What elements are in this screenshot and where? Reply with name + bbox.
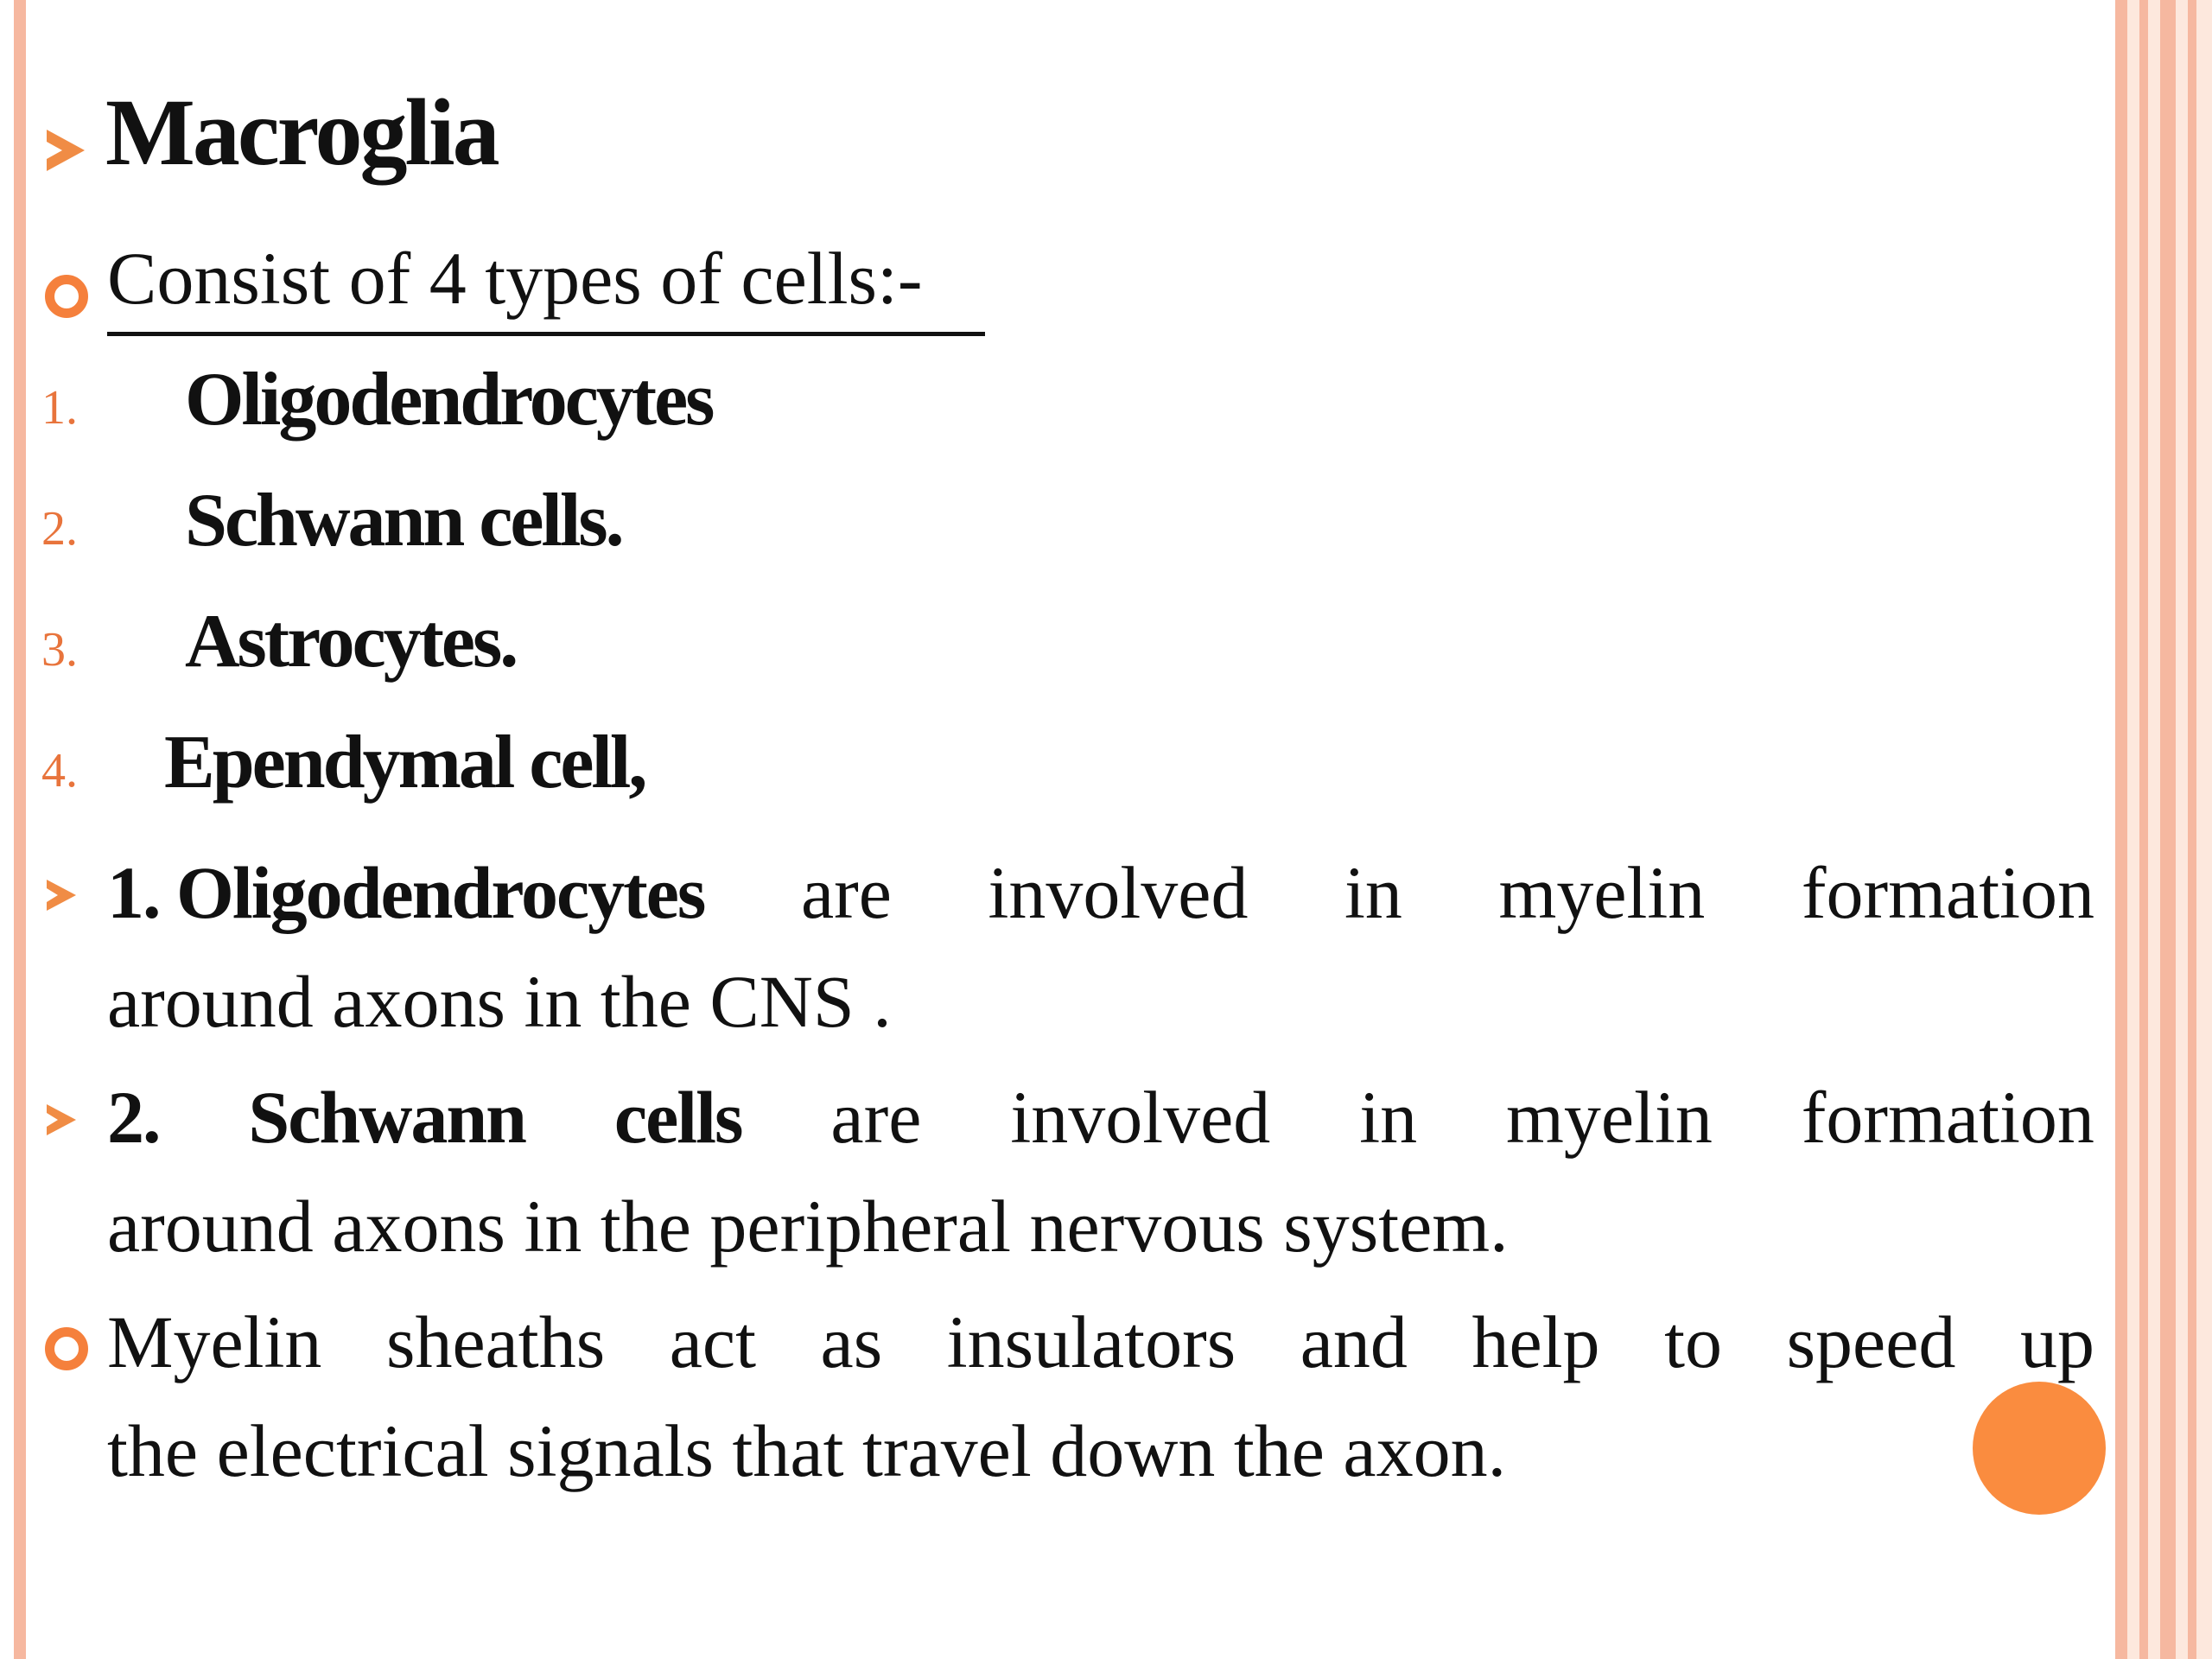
- right-stripe: [2139, 0, 2148, 1659]
- word: myelin: [1506, 1076, 1713, 1159]
- paragraph-line: [107, 1063, 2094, 1172]
- word: up: [2019, 1300, 2094, 1383]
- word: to: [1664, 1300, 1723, 1383]
- list-item-oligodendrocytes: Oligodendrocytes: [185, 358, 713, 442]
- list-item-schwann-cells: Schwann cells.: [185, 479, 622, 563]
- word: speed: [1786, 1300, 1956, 1383]
- term-schwann: Schwann: [248, 1076, 525, 1159]
- list-item-ependymal-cell: Ependymal cell,: [164, 721, 645, 804]
- ring-bullet-icon: [45, 275, 88, 318]
- paragraph-line: [107, 838, 2094, 947]
- subtitle-underline: [107, 332, 985, 336]
- term-cells: cells: [613, 1076, 742, 1159]
- list-number: 1.: [41, 381, 78, 435]
- myelin-paragraph: [107, 1287, 2094, 1505]
- word: act: [669, 1300, 756, 1383]
- ring-bullet-icon: [45, 1327, 88, 1370]
- word: sheaths: [386, 1300, 606, 1383]
- word: insulators: [946, 1300, 1236, 1383]
- arrow-bullet-icon: [47, 880, 76, 911]
- word: myelin: [1498, 851, 1706, 934]
- word: as: [820, 1300, 883, 1383]
- word: formation: [1801, 851, 2094, 934]
- word: formation: [1801, 1076, 2094, 1159]
- list-number: 4.: [41, 744, 78, 798]
- slide-title: Macroglia: [105, 79, 498, 185]
- list-number: 3.: [41, 623, 78, 677]
- paragraph-line: [107, 1287, 2094, 1396]
- word: involved: [1010, 1076, 1271, 1159]
- right-stripe: [2160, 0, 2176, 1659]
- term-oligodendrocytes: 1. Oligodendrocytes: [107, 851, 705, 934]
- word: Myelin: [107, 1300, 322, 1383]
- slide-subtitle: Consist of 4 types of cells:-: [107, 237, 923, 320]
- arrow-bullet-icon: [47, 1104, 76, 1135]
- word: and: [1300, 1300, 1408, 1383]
- word: involved: [988, 851, 1249, 934]
- paragraph-line: the electrical signals that travel down the axon.: [107, 1409, 1507, 1492]
- right-stripe: [2115, 0, 2127, 1659]
- word: are: [800, 851, 892, 934]
- right-stripe: [2188, 0, 2196, 1659]
- word: help: [1471, 1300, 1600, 1383]
- paragraph-line: around axons in the peripheral nervous system.: [107, 1185, 1509, 1268]
- term-number: 2.: [107, 1076, 160, 1159]
- oligodendrocytes-paragraph: [107, 838, 2094, 1056]
- schwann-cells-paragraph: [107, 1063, 2094, 1281]
- left-border-bar: [14, 0, 26, 1659]
- list-item-astrocytes: Astrocytes.: [185, 600, 517, 683]
- orange-circle-decoration: [1973, 1382, 2106, 1515]
- word: in: [1344, 851, 1402, 934]
- word: in: [1359, 1076, 1418, 1159]
- list-number: 2.: [41, 502, 78, 556]
- paragraph-line: around axons in the CNS .: [107, 960, 892, 1043]
- word: are: [830, 1076, 922, 1159]
- arrow-bullet-icon: [47, 130, 85, 171]
